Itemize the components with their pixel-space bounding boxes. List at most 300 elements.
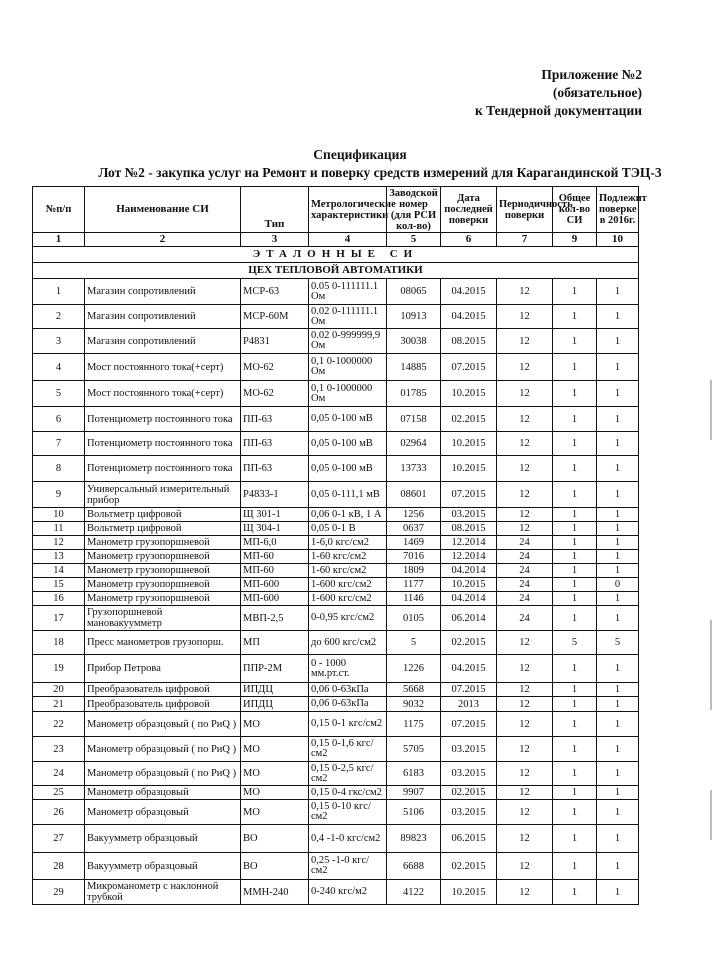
row-date: 04.2014: [441, 564, 497, 578]
table-row: [33, 578, 639, 592]
row-name: Манометр грузопоршневой: [85, 564, 241, 578]
row-total: 1: [553, 407, 597, 432]
row-type: МП-60: [241, 550, 309, 564]
row-period: 12: [497, 279, 553, 305]
row-total: 1: [553, 508, 597, 522]
row-name: Грузопоршневой мановакуумметр: [85, 606, 241, 631]
row-due: 1: [597, 697, 639, 712]
row-total: 1: [553, 786, 597, 800]
row-metro: 1-600 кгс/см2: [309, 592, 387, 606]
table-row: [33, 880, 639, 905]
row-num: 3: [33, 329, 85, 354]
row-period: 12: [497, 329, 553, 354]
appendix-title: Приложение №2: [541, 67, 642, 82]
row-period: 24: [497, 592, 553, 606]
row-total: 1: [553, 305, 597, 329]
row-period: 12: [497, 697, 553, 712]
col-header-due: Подлежит поверке в 2016г.: [597, 187, 639, 233]
row-metro: 0,06 0-1 кВ, 1 А: [309, 508, 387, 522]
row-due: 1: [597, 456, 639, 482]
lot-heading: Лот №2 - закупка услуг на Ремонт и поверку средств измерений для Карагандинской ТЭЦ-3: [98, 165, 662, 180]
col-header-name: Наименование СИ: [85, 187, 241, 233]
table-row: [33, 564, 639, 578]
row-period: 12: [497, 712, 553, 737]
row-name: Манометр образцовый ( по РиQ ): [85, 712, 241, 737]
row-total: 5: [553, 631, 597, 655]
row-num: 21: [33, 697, 85, 712]
table-row: [33, 655, 639, 683]
row-metro: до 600 кгс/см2: [309, 631, 387, 655]
row-num: 27: [33, 825, 85, 853]
col-header-total: Общее кол-во СИ: [553, 187, 597, 233]
row-period: 12: [497, 880, 553, 905]
row-total: 1: [553, 536, 597, 550]
row-serial: 4122: [387, 880, 441, 905]
row-total: 1: [553, 697, 597, 712]
table-row: [33, 329, 639, 354]
row-serial: 6183: [387, 762, 441, 786]
row-date: 03.2015: [441, 800, 497, 825]
row-name: Вольтметр цифровой: [85, 508, 241, 522]
table-row: [33, 381, 639, 407]
row-total: 1: [553, 522, 597, 536]
row-metro: 1-60 кгс/см2: [309, 550, 387, 564]
row-type: ПП-63: [241, 407, 309, 432]
table-row: [33, 592, 639, 606]
row-metro: 1-6,0 кгс/см2: [309, 536, 387, 550]
row-date: 02.2015: [441, 407, 497, 432]
row-type: ИПДЦ: [241, 683, 309, 697]
row-due: 1: [597, 762, 639, 786]
row-name: Манометр образцовый ( по РиQ ): [85, 762, 241, 786]
row-num: 11: [33, 522, 85, 536]
table-row: [33, 762, 639, 786]
row-due: 1: [597, 712, 639, 737]
scan-edge-mark: [710, 380, 712, 440]
row-total: 1: [553, 482, 597, 508]
col-header-serial: Заводской номер (для РСИ кол-во): [387, 187, 441, 233]
table-row: [33, 550, 639, 564]
row-serial: 13733: [387, 456, 441, 482]
table-row: [33, 825, 639, 853]
row-total: 1: [553, 456, 597, 482]
row-period: 12: [497, 853, 553, 880]
row-metro: 0,1 0-1000000 Ом: [309, 381, 387, 407]
row-name: Манометр грузопоршневой: [85, 592, 241, 606]
row-due: 1: [597, 800, 639, 825]
row-name: Манометр образцовый: [85, 800, 241, 825]
row-metro: 0,4 -1-0 кгс/см2: [309, 825, 387, 853]
row-period: 12: [497, 407, 553, 432]
row-num: 14: [33, 564, 85, 578]
scan-edge-mark: [710, 790, 712, 840]
row-num: 19: [33, 655, 85, 683]
row-period: 24: [497, 564, 553, 578]
row-serial: 14885: [387, 354, 441, 381]
row-name: Потенциометр постоянного тока: [85, 432, 241, 456]
row-due: 0: [597, 578, 639, 592]
row-name: Вакуумметр образцовый: [85, 825, 241, 853]
row-total: 1: [553, 550, 597, 564]
row-name: Манометр грузопоршневой: [85, 536, 241, 550]
category-label: ЭТАЛОННЫЕ СИ: [33, 247, 639, 263]
row-num: 22: [33, 712, 85, 737]
row-type: МП-6,0: [241, 536, 309, 550]
row-serial: 5: [387, 631, 441, 655]
row-serial: 9907: [387, 786, 441, 800]
appendix-header: [475, 66, 642, 120]
row-serial: 1809: [387, 564, 441, 578]
row-metro: 0.05 0-111111.1 Ом: [309, 279, 387, 305]
row-type: МО-62: [241, 354, 309, 381]
row-name: Магазин сопротивлений: [85, 329, 241, 354]
row-type: Щ 301-1: [241, 508, 309, 522]
row-date: 03.2015: [441, 508, 497, 522]
row-serial: 1226: [387, 655, 441, 683]
row-type: МО: [241, 712, 309, 737]
row-type: ИПДЦ: [241, 697, 309, 712]
table-row: [33, 432, 639, 456]
row-period: 24: [497, 606, 553, 631]
table-row: [33, 853, 639, 880]
col-number: 5: [387, 233, 441, 247]
table-row: [33, 737, 639, 762]
row-type: МО: [241, 762, 309, 786]
row-serial: 1177: [387, 578, 441, 592]
row-num: 13: [33, 550, 85, 564]
table-row: [33, 800, 639, 825]
row-name: Универсальный измерительный прибор: [85, 482, 241, 508]
row-date: 07.2015: [441, 354, 497, 381]
row-type: Р4831: [241, 329, 309, 354]
row-date: 07.2015: [441, 482, 497, 508]
row-name: Потенциометр постоянного тока: [85, 407, 241, 432]
row-date: 04.2015: [441, 305, 497, 329]
row-serial: 30038: [387, 329, 441, 354]
row-metro: 0,15 0-4 гкс/см2: [309, 786, 387, 800]
instrument-rows: [33, 279, 639, 905]
row-due: 1: [597, 329, 639, 354]
row-name: Прибор Петрова: [85, 655, 241, 683]
row-due: 1: [597, 737, 639, 762]
column-number-row: [33, 233, 639, 247]
row-num: 29: [33, 880, 85, 905]
row-period: 24: [497, 550, 553, 564]
row-name: Манометр грузопоршневой: [85, 550, 241, 564]
row-type: Р4833-1: [241, 482, 309, 508]
row-type: ММН-240: [241, 880, 309, 905]
row-period: 12: [497, 482, 553, 508]
section-label: ЦЕХ ТЕПЛОВОЙ АВТОМАТИКИ: [33, 263, 639, 279]
row-metro: 0 - 1000 мм.рт.ст.: [309, 655, 387, 683]
row-serial: 02964: [387, 432, 441, 456]
col-header-date: Дата последней поверки: [441, 187, 497, 233]
row-serial: 07158: [387, 407, 441, 432]
row-due: 1: [597, 354, 639, 381]
row-type: МП-60: [241, 564, 309, 578]
row-date: 02.2015: [441, 853, 497, 880]
col-number: 2: [85, 233, 241, 247]
table-row: [33, 697, 639, 712]
row-type: ВО: [241, 853, 309, 880]
row-period: 12: [497, 800, 553, 825]
row-date: 12.2014: [441, 536, 497, 550]
row-name: Микроманометр с наклонной трубкой: [85, 880, 241, 905]
row-total: 1: [553, 354, 597, 381]
appendix-reference: к Тендерной документации: [474, 103, 642, 118]
row-period: 12: [497, 432, 553, 456]
table-row: [33, 482, 639, 508]
table-row: [33, 305, 639, 329]
row-num: 2: [33, 305, 85, 329]
row-metro: 0,25 -1-0 кгс/см2: [309, 853, 387, 880]
row-due: 5: [597, 631, 639, 655]
row-date: 10.2015: [441, 432, 497, 456]
row-type: МП: [241, 631, 309, 655]
row-name: Мост постоянного тока(+серт): [85, 354, 241, 381]
row-total: 1: [553, 880, 597, 905]
row-name: Потенциометр постоянного тока: [85, 456, 241, 482]
row-num: 15: [33, 578, 85, 592]
row-date: 10.2015: [441, 381, 497, 407]
row-total: 1: [553, 853, 597, 880]
row-num: 18: [33, 631, 85, 655]
row-date: 12.2014: [441, 550, 497, 564]
row-type: ПП-63: [241, 432, 309, 456]
row-due: 1: [597, 880, 639, 905]
row-due: 1: [597, 407, 639, 432]
row-serial: 1175: [387, 712, 441, 737]
row-metro: 0.02 0-111111.1 Ом: [309, 305, 387, 329]
row-serial: 5705: [387, 737, 441, 762]
row-serial: 10913: [387, 305, 441, 329]
row-metro: 1-60 кгс/см2: [309, 564, 387, 578]
row-type: ППР-2М: [241, 655, 309, 683]
table-row: [33, 354, 639, 381]
row-num: 17: [33, 606, 85, 631]
row-period: 12: [497, 381, 553, 407]
col-header-num: №п/п: [33, 187, 85, 233]
col-number: 3: [241, 233, 309, 247]
row-total: 1: [553, 578, 597, 592]
row-due: 1: [597, 592, 639, 606]
row-date: 04.2015: [441, 655, 497, 683]
table-row: [33, 631, 639, 655]
row-metro: 0,15 0-1,6 кгс/см2: [309, 737, 387, 762]
row-total: 1: [553, 737, 597, 762]
row-due: 1: [597, 655, 639, 683]
row-period: 12: [497, 762, 553, 786]
row-num: 7: [33, 432, 85, 456]
row-period: 12: [497, 522, 553, 536]
row-serial: 89823: [387, 825, 441, 853]
row-name: Мост постоянного тока(+серт): [85, 381, 241, 407]
col-number: 10: [597, 233, 639, 247]
row-period: 12: [497, 737, 553, 762]
row-period: 12: [497, 631, 553, 655]
row-total: 1: [553, 762, 597, 786]
row-total: 1: [553, 655, 597, 683]
row-metro: 0,15 0-10 кгс/см2: [309, 800, 387, 825]
row-period: 12: [497, 456, 553, 482]
row-metro: 0,15 0-1 кгс/см2: [309, 712, 387, 737]
row-serial: 6688: [387, 853, 441, 880]
row-type: МО: [241, 737, 309, 762]
row-name: Манометр грузопоршневой: [85, 578, 241, 592]
table-row: [33, 536, 639, 550]
row-period: 12: [497, 655, 553, 683]
row-type: МО-62: [241, 381, 309, 407]
row-type: МП-600: [241, 592, 309, 606]
row-due: 1: [597, 279, 639, 305]
row-total: 1: [553, 279, 597, 305]
table-row: [33, 606, 639, 631]
row-name: Преобразователь цифровой: [85, 683, 241, 697]
row-period: 12: [497, 508, 553, 522]
row-metro: 0,06 0-63кПа: [309, 697, 387, 712]
table-row: [33, 508, 639, 522]
table-row: [33, 786, 639, 800]
table-row: [33, 683, 639, 697]
col-number: 1: [33, 233, 85, 247]
row-type: МСР-60М: [241, 305, 309, 329]
row-serial: 5668: [387, 683, 441, 697]
row-date: 03.2015: [441, 762, 497, 786]
row-name: Магазин сопротивлений: [85, 305, 241, 329]
row-period: 12: [497, 786, 553, 800]
row-due: 1: [597, 432, 639, 456]
row-serial: 1469: [387, 536, 441, 550]
row-date: 02.2015: [441, 631, 497, 655]
row-period: 12: [497, 305, 553, 329]
table-row: [33, 712, 639, 737]
row-metro: 1-600 кгс/см2: [309, 578, 387, 592]
row-date: 10.2015: [441, 880, 497, 905]
row-total: 1: [553, 432, 597, 456]
row-date: 02.2015: [441, 786, 497, 800]
row-metro: 0,05 0-100 мВ: [309, 432, 387, 456]
row-date: 06.2014: [441, 606, 497, 631]
row-due: 1: [597, 482, 639, 508]
row-due: 1: [597, 683, 639, 697]
row-num: 16: [33, 592, 85, 606]
row-due: 1: [597, 536, 639, 550]
row-name: Вакуумметр образцовый: [85, 853, 241, 880]
row-total: 1: [553, 606, 597, 631]
row-num: 8: [33, 456, 85, 482]
specification-table: [32, 186, 647, 905]
document-title: [0, 146, 720, 182]
row-due: 1: [597, 786, 639, 800]
row-num: 24: [33, 762, 85, 786]
row-date: 04.2015: [441, 279, 497, 305]
row-due: 1: [597, 522, 639, 536]
row-serial: 1256: [387, 508, 441, 522]
row-serial: 01785: [387, 381, 441, 407]
table-row: [33, 279, 639, 305]
row-num: 12: [33, 536, 85, 550]
row-num: 4: [33, 354, 85, 381]
row-num: 1: [33, 279, 85, 305]
row-name: Преобразователь цифровой: [85, 697, 241, 712]
appendix-status: (обязательное): [552, 85, 642, 100]
row-serial: 08601: [387, 482, 441, 508]
row-num: 9: [33, 482, 85, 508]
row-due: 1: [597, 508, 639, 522]
row-total: 1: [553, 712, 597, 737]
row-total: 1: [553, 592, 597, 606]
row-date: 07.2015: [441, 683, 497, 697]
row-num: 28: [33, 853, 85, 880]
row-due: 1: [597, 564, 639, 578]
row-date: 08.2015: [441, 329, 497, 354]
row-metro: 0,05 0-100 мВ: [309, 456, 387, 482]
row-serial: 0105: [387, 606, 441, 631]
row-period: 12: [497, 683, 553, 697]
row-total: 1: [553, 564, 597, 578]
section-row: [33, 263, 639, 279]
row-name: Вольтметр цифровой: [85, 522, 241, 536]
row-num: 26: [33, 800, 85, 825]
row-num: 5: [33, 381, 85, 407]
row-name: Манометр образцовый: [85, 786, 241, 800]
row-metro: 0,1 0-1000000 Ом: [309, 354, 387, 381]
col-number: 7: [497, 233, 553, 247]
spec-heading: Спецификация: [313, 147, 407, 162]
row-type: МВП-2,5: [241, 606, 309, 631]
table-row: [33, 407, 639, 432]
row-num: 25: [33, 786, 85, 800]
row-date: 04.2014: [441, 592, 497, 606]
row-total: 1: [553, 329, 597, 354]
row-num: 6: [33, 407, 85, 432]
row-metro: 0,06 0-63кПа: [309, 683, 387, 697]
row-date: 07.2015: [441, 712, 497, 737]
row-total: 1: [553, 381, 597, 407]
row-due: 1: [597, 550, 639, 564]
row-type: ПП-63: [241, 456, 309, 482]
row-metro: 0-240 кгс/м2: [309, 880, 387, 905]
row-num: 23: [33, 737, 85, 762]
col-number: 9: [553, 233, 597, 247]
row-name: Магазин сопротивлений: [85, 279, 241, 305]
row-date: 06.2015: [441, 825, 497, 853]
category-row: [33, 247, 639, 263]
row-metro: 0-0,95 кгс/см2: [309, 606, 387, 631]
row-total: 1: [553, 825, 597, 853]
col-number: 4: [309, 233, 387, 247]
row-due: 1: [597, 381, 639, 407]
row-date: 10.2015: [441, 456, 497, 482]
row-date: 10.2015: [441, 578, 497, 592]
col-header-period: Периодичность поверки: [497, 187, 553, 233]
col-header-type: Тип: [241, 187, 309, 233]
row-metro: 0,15 0-2,5 кгс/см2: [309, 762, 387, 786]
col-header-metro: Метрологические характеристики: [309, 187, 387, 233]
row-period: 12: [497, 354, 553, 381]
row-num: 20: [33, 683, 85, 697]
row-name: Манометр образцовый ( по РиQ ): [85, 737, 241, 762]
row-type: МО: [241, 800, 309, 825]
row-period: 24: [497, 578, 553, 592]
row-serial: 9032: [387, 697, 441, 712]
row-serial: 7016: [387, 550, 441, 564]
row-type: ВО: [241, 825, 309, 853]
row-type: Щ 304-1: [241, 522, 309, 536]
row-due: 1: [597, 853, 639, 880]
row-serial: 5106: [387, 800, 441, 825]
row-period: 12: [497, 825, 553, 853]
